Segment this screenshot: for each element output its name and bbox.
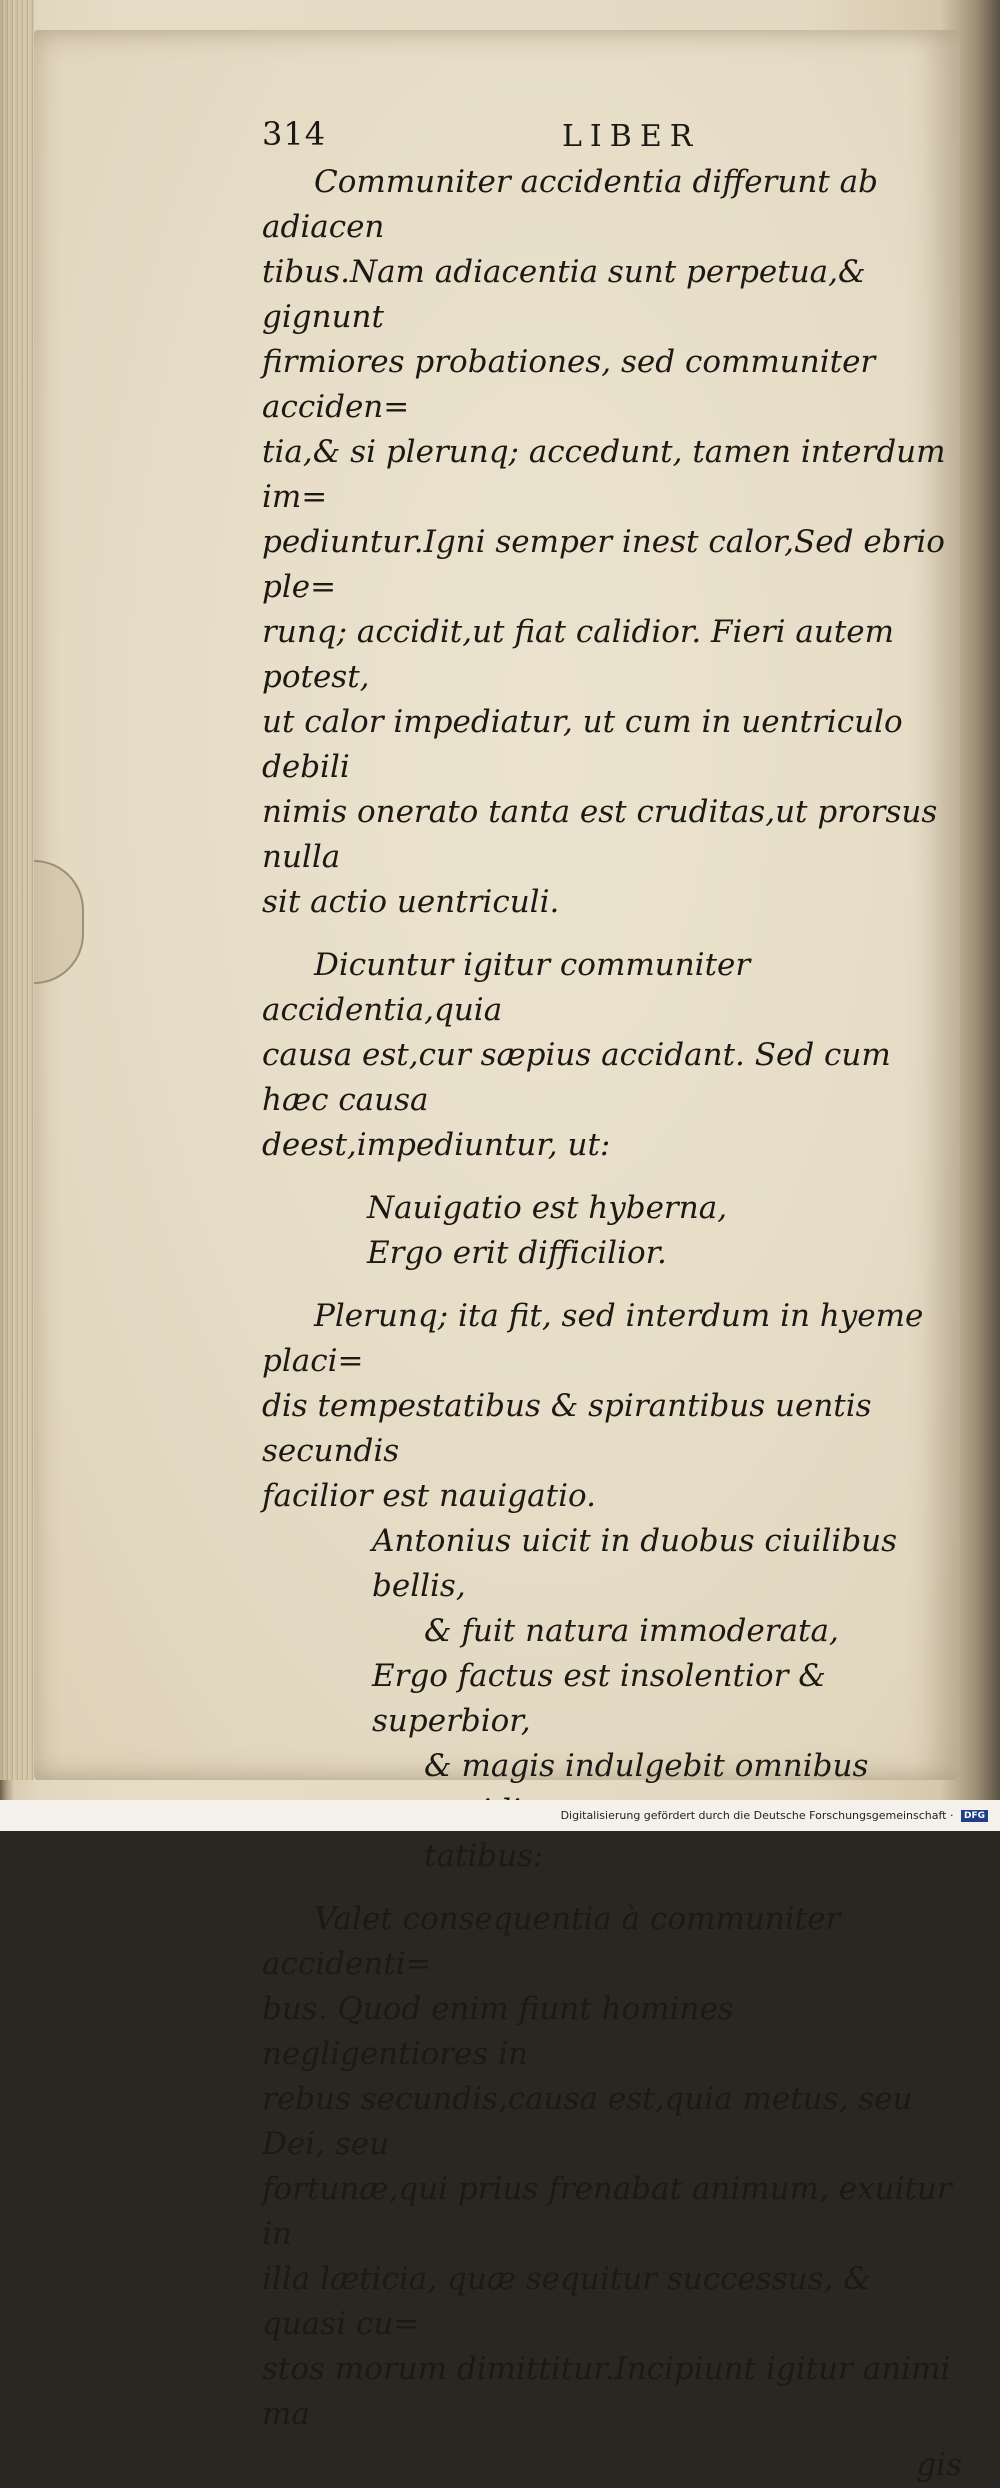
argument-line: Ergo factus est insolentior & superbior,	[372, 1658, 826, 1739]
paragraph-1	[262, 160, 962, 925]
page-header	[262, 108, 962, 160]
page-tab-marker	[34, 860, 84, 984]
text-line: Valet consequentia à communiter accidenti=	[262, 1901, 841, 1982]
paragraph-3	[262, 1294, 962, 1519]
text-line: nimis onerato tanta est cruditas,ut prorsus nulla	[262, 794, 938, 875]
argument-line: & fuit natura immoderata,	[424, 1613, 839, 1649]
text-line: runq; accidit,ut fiat calidior. Fieri autem potest,	[262, 614, 895, 695]
argument-line: Antonius uicit in duobus ciuilibus bellis,	[372, 1523, 898, 1604]
verse-line: Ergo erit difficilior.	[367, 1235, 667, 1271]
text-line: pediuntur.Igni semper inest calor,Sed ebrio ple=	[262, 524, 945, 605]
spacer	[262, 925, 962, 943]
text-line: firmiores probationes, sed communiter acciden=	[262, 344, 876, 425]
page-text	[262, 108, 962, 2488]
spacer	[262, 1168, 962, 1186]
text-line: ut calor impediatur, ut cum in uentriculo debili	[262, 704, 903, 785]
text-line: fortunæ,qui prius frenabat animum, exuitur in	[262, 2171, 952, 2252]
argument-line: tatibus:	[424, 1838, 544, 1874]
text-line: stos morum dimittitur.Incipiunt igitur animi ma	[262, 2351, 951, 2432]
verse-line: Nauigatio est hyberna,	[367, 1190, 728, 1226]
spacer	[262, 1276, 962, 1294]
text-line: causa est,cur sæpius accidant. Sed cum hæc causa	[262, 1037, 891, 1118]
text-line: Dicuntur igitur communiter accidentia,quia	[262, 947, 751, 1028]
paragraph-2	[262, 943, 962, 1168]
text-line: tibus.Nam adiacentia sunt perpetua,& gignunt	[262, 254, 866, 335]
argument-line: & magis indulgebit omnibus	[424, 1748, 869, 1784]
verse-example-1	[262, 1186, 962, 1276]
text-line: deest,impediuntur, ut:	[262, 1127, 611, 1163]
footer-credit: Digitalisierung gefördert durch die Deutsche Forschungsgemeinschaft ·	[560, 1809, 954, 1822]
running-head: LIBER	[562, 119, 701, 154]
text-line: rebus secundis,causa est,quia metus, seu Dei, seu	[262, 2081, 913, 2162]
text-line: Plerunq; ita fit, sed interdum in hyeme placi=	[262, 1298, 924, 1379]
text-line: tia,& si plerunq; accedunt, tamen interdum im=	[262, 434, 946, 515]
dfg-logo: DFG	[961, 1810, 988, 1822]
page-number: 314	[262, 115, 327, 153]
paragraph-4	[262, 1897, 962, 2437]
page-edges	[0, 0, 34, 1780]
text-line: sit actio uentriculi.	[262, 884, 560, 920]
text-line: Communiter accidentia differunt ab adiacen	[262, 164, 878, 245]
catchword: gis	[916, 2447, 962, 2483]
digitization-footer	[0, 1800, 1000, 1831]
text-line: facilior est nauigatio.	[262, 1478, 596, 1514]
text-line: illa læticia, quæ sequitur successus, & quasi cu=	[262, 2261, 871, 2342]
text-line: bus. Quod enim fiunt homines negligentiores in	[262, 1991, 734, 2072]
spacer	[262, 1879, 962, 1897]
text-line: dis tempestatibus & spirantibus uentis secundis	[262, 1388, 872, 1469]
